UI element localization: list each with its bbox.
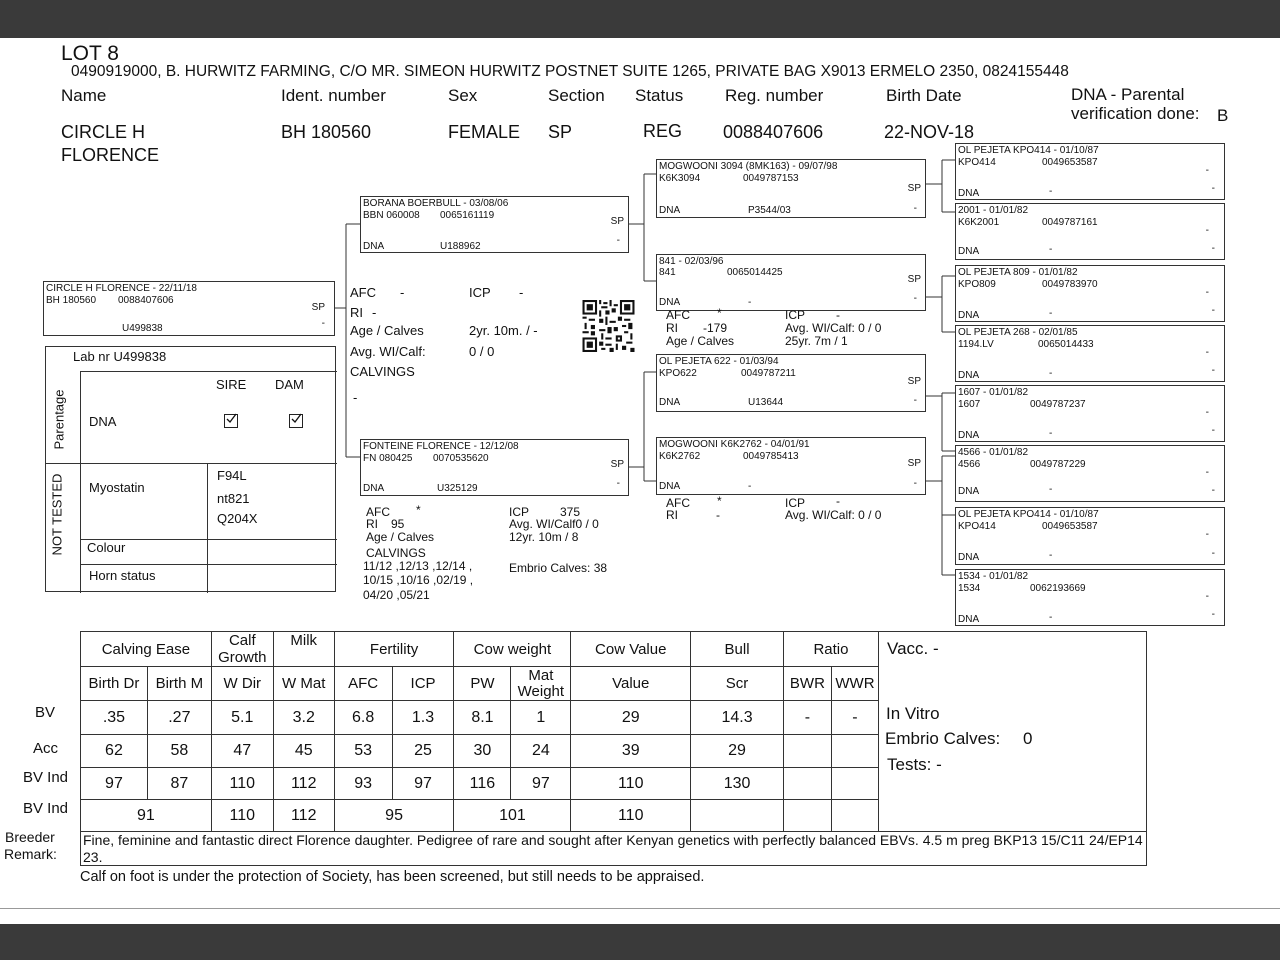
ebv-cell: - xyxy=(783,701,831,735)
ebv-sub-header: PW xyxy=(454,667,511,701)
gp-title: OL PEJETA 622 - 01/03/94 xyxy=(659,356,779,367)
ggp-title: OL PEJETA 809 - 01/01/82 xyxy=(958,267,1078,278)
ggp-dna-label: DNA xyxy=(958,430,980,441)
gp-icp-value: - xyxy=(836,308,840,322)
dam-calving-line-1: 11/12 ,12/13 ,12/14 , xyxy=(363,559,473,573)
gp-dna-code: - xyxy=(748,481,752,492)
ggp-reg: 0062193669 xyxy=(1030,583,1086,594)
ebv-cell xyxy=(783,800,831,832)
row-label-bv: BV xyxy=(35,704,56,721)
ggp-dna-label: DNA xyxy=(958,246,980,257)
animal-reg: 0088407606 xyxy=(118,295,174,306)
ggp-ident: 1534 xyxy=(958,583,981,594)
ebv-cell: 8.1 xyxy=(454,701,511,735)
ebv-cell: 45 xyxy=(273,735,334,768)
gp-reg: 0049787153 xyxy=(743,173,799,184)
gp-reg: 0049785413 xyxy=(743,451,799,462)
ggp-dash: - xyxy=(1205,591,1209,602)
ggp-dna-code: - xyxy=(1049,484,1053,495)
ebv-cell: 91 xyxy=(81,800,212,832)
ebv-cell xyxy=(831,735,878,768)
ebv-cell: 95 xyxy=(334,800,454,832)
gp-sp: SP xyxy=(907,458,921,469)
ebv-ind-row xyxy=(81,768,879,800)
ebv-sub-header: Birth Dr xyxy=(81,667,148,701)
sire-reg: 0065161119 xyxy=(440,210,495,221)
ebv-sub-header: Birth M xyxy=(147,667,211,701)
gp-dna-code: P3544/03 xyxy=(748,205,791,216)
ebv-cell: 3.2 xyxy=(273,701,334,735)
ebv-cell xyxy=(831,768,878,800)
gp-dash: - xyxy=(913,478,917,489)
ebv-cell: .27 xyxy=(147,701,211,735)
ebv-cell: 53 xyxy=(334,735,392,768)
gp-title: MOGWOONI 3094 (8MK163) - 09/07/98 xyxy=(659,161,838,172)
ebv-sub-header: Scr xyxy=(691,667,784,701)
dam-dna-code: U325129 xyxy=(437,483,478,494)
gp-dna-label: DNA xyxy=(659,481,681,492)
gp-dash: - xyxy=(913,203,917,214)
sire-sp: SP xyxy=(610,216,624,227)
gp2-icp-label: ICP xyxy=(785,496,806,510)
ebv-cell: 97 xyxy=(81,768,148,800)
ggp-ident: K6K2001 xyxy=(958,217,1000,228)
myostatin-value-3: Q204X xyxy=(217,511,258,526)
ggp-dna-code: - xyxy=(1049,308,1053,319)
gp-reg: 0065014425 xyxy=(727,267,783,278)
value-ident: BH 180560 xyxy=(281,122,372,142)
gp2-ri-value: - xyxy=(716,508,720,522)
ebv-ind2-row xyxy=(81,800,879,832)
ggp-reg: 0049783970 xyxy=(1042,279,1098,290)
ggp-ident: KPO414 xyxy=(958,157,996,168)
ebv-sub-header: WWR xyxy=(831,667,878,701)
owner-line: 0490919000, B. HURWITZ FARMING, C/O MR. SIMEON HURWITZ POSTNET SUITE 1265, PRIVATE BAG X9013 ERMELO 2350, 0824155448 xyxy=(71,63,1069,80)
dam-heading: DAM xyxy=(275,377,304,392)
ebv-cell xyxy=(831,800,878,832)
bottom-divider xyxy=(0,908,1280,909)
animal-age-label: Age / Calves xyxy=(350,323,424,338)
ggp-dna-label: DNA xyxy=(958,614,980,625)
gp-title: MOGWOONI K6K2762 - 04/01/91 xyxy=(659,439,810,450)
value-reg: 0088407606 xyxy=(723,122,824,142)
animal-icp-value: - xyxy=(519,285,524,300)
ebv-cell: 62 xyxy=(81,735,148,768)
ggp-dna-label: DNA xyxy=(958,188,980,199)
label-birth: Birth Date xyxy=(886,86,962,105)
ebv-cell: 58 xyxy=(147,735,211,768)
label-dna-2: verification done: xyxy=(1071,104,1200,123)
sire-ident: BBN 060008 xyxy=(363,210,420,221)
row-label-acc: Acc xyxy=(33,740,59,757)
ebv-cell: 29 xyxy=(691,735,784,768)
animal-wi-label: Avg. WI/Calf: xyxy=(350,344,426,359)
gp2-afc-label: AFC xyxy=(666,496,690,510)
ebv-group-header: Milk xyxy=(273,632,334,667)
ebv-bv-row xyxy=(81,701,879,735)
ebv-table xyxy=(80,631,879,832)
ebv-cell: 29 xyxy=(571,701,691,735)
value-name-1: CIRCLE H xyxy=(61,122,146,142)
ggp-dash: - xyxy=(1211,183,1215,194)
dam-sp: SP xyxy=(610,459,624,470)
ggp-title: 4566 - 01/01/82 xyxy=(958,447,1029,458)
animal-ident: BH 180560 xyxy=(46,295,97,306)
gp-ri-label: RI xyxy=(666,321,678,335)
sire-dna-code: U188962 xyxy=(440,241,481,252)
dam-calvings-label: CALVINGS xyxy=(366,546,426,560)
ggp-title: 1534 - 01/01/82 xyxy=(958,571,1029,582)
ggp-title: 2001 - 01/01/82 xyxy=(958,205,1029,216)
animal-age-value: 2yr. 10m. / - xyxy=(469,323,538,338)
ebv-cell: 112 xyxy=(273,768,334,800)
horn-status-label: Horn status xyxy=(89,568,156,583)
ggp-reg: 0049787161 xyxy=(1042,217,1098,228)
animal-ri-label: RI xyxy=(350,305,363,320)
ebv-cell: 30 xyxy=(454,735,511,768)
ebv-cell: 39 xyxy=(571,735,691,768)
sire-heading: SIRE xyxy=(216,377,247,392)
ebv-group-header: Cow weight xyxy=(454,632,571,667)
gp2-wi: Avg. WI/Calf: 0 / 0 xyxy=(785,508,882,522)
ggp-ident: 4566 xyxy=(958,459,981,470)
ggp-dash: - xyxy=(1205,407,1209,418)
ggp-ident: KPO809 xyxy=(958,279,996,290)
ggp-dash: - xyxy=(1211,305,1215,316)
ebv-cell: 1.3 xyxy=(392,701,454,735)
gp-dna-label: DNA xyxy=(659,205,681,216)
gp-ident: KPO622 xyxy=(659,368,697,379)
dam-dna-label: DNA xyxy=(363,483,385,494)
myostatin-label: Myostatin xyxy=(89,480,145,495)
gp-ident: 841 xyxy=(659,267,676,278)
label-sex: Sex xyxy=(448,86,478,105)
lot-title: LOT 8 xyxy=(61,42,119,65)
gp-dna-label: DNA xyxy=(659,397,681,408)
vaccination-panel xyxy=(878,631,1147,832)
ebv-sub-header: BWR xyxy=(783,667,831,701)
ggp-dna-code: - xyxy=(1049,244,1053,255)
ebv-cell: 25 xyxy=(392,735,454,768)
gp-dna-code: - xyxy=(748,297,752,308)
sire-title: BORANA BOERBULL - 03/08/06 xyxy=(363,198,509,209)
ggp-dna-label: DNA xyxy=(958,370,980,381)
animal-afc-value: - xyxy=(400,285,405,300)
gp-ident: K6K3094 xyxy=(659,173,701,184)
ebv-cell: 116 xyxy=(454,768,511,800)
ebv-sub-header: Mat Weight xyxy=(511,667,571,701)
ebv-cell: 110 xyxy=(571,768,691,800)
ggp-dash: - xyxy=(1211,609,1215,620)
ebv-group-header: Cow Value xyxy=(571,632,691,667)
gp-sp: SP xyxy=(907,274,921,285)
ggp-dash: - xyxy=(1211,485,1215,496)
ggp-reg: 0049653587 xyxy=(1042,157,1098,168)
dam-calving-line-3: 04/20 ,05/21 xyxy=(363,588,430,602)
ebv-cell: 110 xyxy=(211,800,273,832)
label-name: Name xyxy=(61,86,107,105)
ebv-cell: 47 xyxy=(211,735,273,768)
ggp-dash: - xyxy=(1211,243,1215,254)
gp-icp-label: ICP xyxy=(785,308,806,322)
ebv-group-header: Ratio xyxy=(783,632,878,667)
ebv-group-header: Fertility xyxy=(334,632,454,667)
value-status: REG xyxy=(643,121,683,141)
ggp-ident: 1194.LV xyxy=(958,339,994,350)
gp-ident: K6K2762 xyxy=(659,451,701,462)
ggp-dna-code: - xyxy=(1049,612,1053,623)
dam-title: FONTEINE FLORENCE - 12/12/08 xyxy=(363,441,519,452)
dam-reg: 0070535620 xyxy=(433,453,489,464)
gp2-afc-value: * xyxy=(717,494,722,508)
ebv-sub-header: AFC xyxy=(334,667,392,701)
ebv-cell: - xyxy=(831,701,878,735)
breeder-label-1: Breeder xyxy=(5,829,55,845)
ggp-dash: - xyxy=(1205,529,1209,540)
animal-calvings-label: CALVINGS xyxy=(350,364,415,379)
label-section: Section xyxy=(548,86,605,105)
gp-title: 841 - 02/03/96 xyxy=(659,256,724,267)
ebv-cell: 110 xyxy=(571,800,691,832)
ebv-group-header: Calving Ease xyxy=(81,632,212,667)
footnote: Calf on foot is under the protection of Society, has been screened, but still needs to be appraised. xyxy=(80,869,705,885)
value-section: SP xyxy=(548,122,573,142)
ebv-sub-header: W Mat xyxy=(273,667,334,701)
ebv-cell: 1 xyxy=(511,701,571,735)
gp-age-label: Age / Calves xyxy=(666,334,735,348)
ggp-dna-code: - xyxy=(1049,186,1053,197)
value-sex: FEMALE xyxy=(448,122,521,142)
ggp-dash: - xyxy=(1205,287,1209,298)
ggp-title: OL PEJETA 268 - 02/01/85 xyxy=(958,327,1078,338)
animal-sp: SP xyxy=(311,302,325,313)
gp-ri-value: -179 xyxy=(703,321,728,335)
ebv-group-row xyxy=(81,632,879,667)
ggp-reg: 0065014433 xyxy=(1038,339,1094,350)
value-birth: 22-NOV-18 xyxy=(884,122,975,142)
animal-afc-label: AFC xyxy=(350,285,376,300)
gp-dash: - xyxy=(913,395,917,406)
dam-ident: FN 080425 xyxy=(363,453,413,464)
ggp-ident: KPO414 xyxy=(958,521,996,532)
breeder-label-2: Remark: xyxy=(4,846,57,862)
sire-dna-label: DNA xyxy=(363,241,385,252)
dam-embrio-calves: Embrio Calves: 38 xyxy=(509,561,608,575)
ggp-dash: - xyxy=(1211,548,1215,559)
vacc-label: Vacc. - xyxy=(887,639,939,658)
ggp-reg: 0049653587 xyxy=(1042,521,1098,532)
ggp-dna-code: - xyxy=(1049,368,1053,379)
ebv-sub-header: Value xyxy=(571,667,691,701)
ggp-dash: - xyxy=(1205,467,1209,478)
gp-dna-label: DNA xyxy=(659,297,681,308)
animal-ri-value: - xyxy=(372,305,377,320)
ggp-ident: 1607 xyxy=(958,399,981,410)
ggp-dash: - xyxy=(1205,165,1209,176)
invitro-label: In Vitro xyxy=(886,704,940,723)
parentage-label: Parentage xyxy=(51,389,67,450)
embrio-calves-label: Embrio Calves: xyxy=(885,729,1001,748)
ebv-cell xyxy=(783,735,831,768)
ebv-cell: 87 xyxy=(147,768,211,800)
ebv-cell: 101 xyxy=(454,800,571,832)
ggp-dash: - xyxy=(1211,425,1215,436)
ebv-cell xyxy=(783,768,831,800)
dam-dash: - xyxy=(616,478,620,489)
animal-wi-value: 0 / 0 xyxy=(469,344,495,359)
ebv-group-header: Bull xyxy=(691,632,784,667)
ggp-dna-label: DNA xyxy=(958,486,980,497)
myostatin-value-2: nt821 xyxy=(217,491,250,506)
gp-age-value: 25yr. 7m / 1 xyxy=(785,334,848,348)
ebv-group-header: Calf Growth xyxy=(211,632,273,667)
dam-afc-label: AFC xyxy=(366,505,390,519)
embrio-calves-value: 0 xyxy=(1023,729,1033,748)
dna-verification-value: B xyxy=(1217,106,1229,125)
ggp-dash: - xyxy=(1211,365,1215,376)
ebv-sub-row xyxy=(81,667,879,701)
ebv-cell: 110 xyxy=(211,768,273,800)
label-status: Status xyxy=(635,86,684,105)
ebv-cell: 24 xyxy=(511,735,571,768)
dna-label: DNA xyxy=(89,414,117,429)
ebv-cell: 112 xyxy=(273,800,334,832)
dam-icp-value: 375 xyxy=(560,505,581,519)
dam-age-value: 12yr. 10m / 8 xyxy=(509,530,579,544)
ggp-dash: - xyxy=(1205,347,1209,358)
ggp-dna-label: DNA xyxy=(958,310,980,321)
tests-label: Tests: - xyxy=(887,755,942,774)
ggp-dna-code: - xyxy=(1049,428,1053,439)
breeder-remark-text: Fine, feminine and fantastic direct Florence daughter. Pedigree of rare and sought after Kenyan genetics with perfectly balanced EBVs. 4.5 m preg BKP13 15/C11 24/EP14 23. xyxy=(83,832,1143,865)
ggp-title: 1607 - 01/01/82 xyxy=(958,387,1029,398)
gp-dna-code: U13644 xyxy=(748,397,784,408)
gp-wi: Avg. WI/Calf: 0 / 0 xyxy=(785,321,882,335)
ebv-acc-row xyxy=(81,735,879,768)
label-ident: Ident. number xyxy=(281,86,386,105)
colour-label: Colour xyxy=(87,540,126,555)
gp-sp: SP xyxy=(907,183,921,194)
gp-afc-value: * xyxy=(717,306,722,320)
ebv-cell: 93 xyxy=(334,768,392,800)
ebv-cell: 6.8 xyxy=(334,701,392,735)
ggp-dash: - xyxy=(1205,225,1209,236)
ebv-cell: .35 xyxy=(81,701,148,735)
ggp-reg: 0049787237 xyxy=(1030,399,1086,410)
lab-number: Lab nr U499838 xyxy=(73,349,167,364)
breeder-remark-box xyxy=(80,831,1147,866)
dam-ri-value: 95 xyxy=(391,517,405,531)
ebv-cell: 97 xyxy=(392,768,454,800)
dam-age-label: Age / Calves xyxy=(366,530,435,544)
ebv-sub-header: ICP xyxy=(392,667,454,701)
ebv-cell: 97 xyxy=(511,768,571,800)
ggp-dna-label: DNA xyxy=(958,552,980,563)
animal-icp-label: ICP xyxy=(469,285,491,300)
gp-sp: SP xyxy=(907,376,921,387)
value-name-2: FLORENCE xyxy=(61,145,160,165)
ebv-cell: 14.3 xyxy=(691,701,784,735)
animal-title: CIRCLE H FLORENCE - 22/11/18 xyxy=(46,283,197,294)
ebv-cell xyxy=(691,800,784,832)
ggp-title: OL PEJETA KPO414 - 01/10/87 xyxy=(958,145,1099,156)
dam-calving-line-2: 10/15 ,10/16 ,02/19 , xyxy=(363,573,474,587)
gp2-icp-value: - xyxy=(836,494,840,508)
animal-code: U499838 xyxy=(122,323,163,334)
ggp-reg: 0049787229 xyxy=(1030,459,1086,470)
row-label-bv-ind: BV Ind xyxy=(23,800,69,817)
ggp-title: OL PEJETA KPO414 - 01/10/87 xyxy=(958,509,1099,520)
animal-calvings-value: - xyxy=(353,390,358,405)
dam-afc-value: * xyxy=(416,503,421,517)
row-label-bv-ind: BV Ind xyxy=(23,769,69,786)
dam-ri-label: RI xyxy=(366,517,378,531)
ggp-dna-code: - xyxy=(1049,550,1053,561)
dam-icp-label: ICP xyxy=(509,505,530,519)
sire-dash: - xyxy=(616,235,620,246)
ebv-cell: 5.1 xyxy=(211,701,273,735)
ebv-cell: 130 xyxy=(691,768,784,800)
animal-dash: - xyxy=(321,318,325,329)
bottom-bar xyxy=(0,924,1280,960)
label-dna-1: DNA - Parental xyxy=(1071,85,1185,104)
gp-reg: 0049787211 xyxy=(741,368,796,379)
not-tested-label: NOT TESTED xyxy=(49,473,65,556)
gp-afc-label: AFC xyxy=(666,308,690,322)
gp-dash: - xyxy=(913,293,917,304)
gp2-ri-label: RI xyxy=(666,508,678,522)
label-reg: Reg. number xyxy=(725,86,824,105)
ebv-sub-header: W Dir xyxy=(211,667,273,701)
myostatin-value-1: F94L xyxy=(217,468,247,483)
dam-wi: Avg. WI/Calf0 / 0 xyxy=(509,517,599,531)
